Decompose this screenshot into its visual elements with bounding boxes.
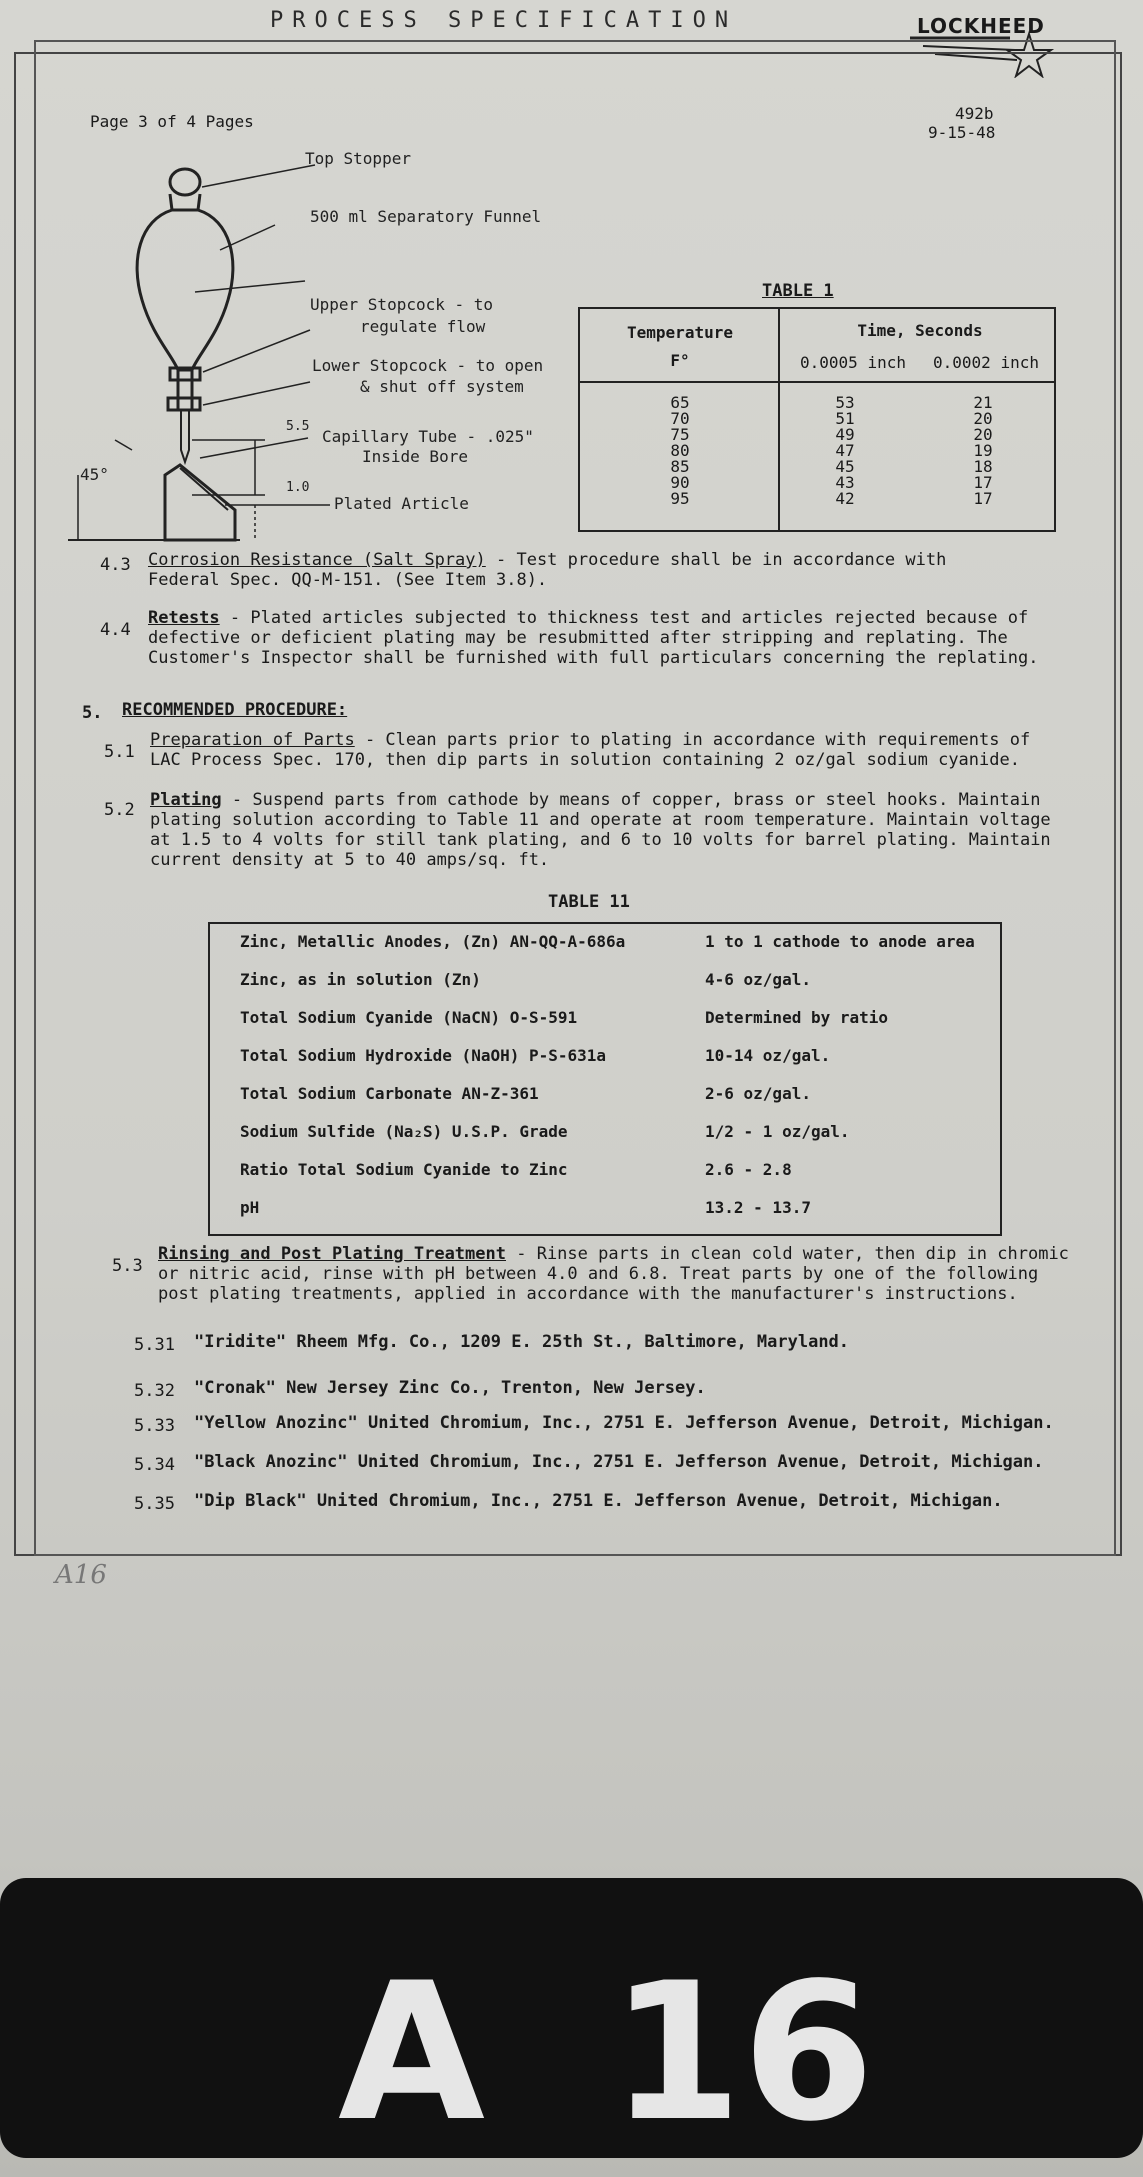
table2-amount: 4-6 oz/gal. xyxy=(705,970,811,989)
label-upper-stopcock-2: regulate flow xyxy=(360,317,486,336)
section-5-3-line3: post plating treatments, applied in accordance with the manufacturer's instructions. xyxy=(158,1284,1018,1304)
table2-ingredient: Total Sodium Carbonate AN-Z-361 xyxy=(240,1084,539,1103)
table2-row xyxy=(240,1190,980,1228)
section-5-title: RECOMMENDED PROCEDURE: xyxy=(122,700,348,720)
table2-ingredient: Ratio Total Sodium Cyanide to Zinc xyxy=(240,1160,568,1179)
table1-column-divider xyxy=(778,309,780,530)
section-4-3-title: Corrosion Resistance (Salt Spray) xyxy=(148,550,486,570)
section-5-3-line1: - Rinse parts in clean cold water, then dip in chromic xyxy=(506,1244,1069,1264)
table1-time-0005-cell: 49 xyxy=(835,425,855,444)
table1-header-unit: F° xyxy=(670,351,690,370)
treatment-number: 5.34 xyxy=(134,1455,175,1475)
table1-time-0002-cell: 17 xyxy=(973,489,993,508)
table1-time-0002-cell: 20 xyxy=(973,425,993,444)
treatment-number: 5.32 xyxy=(134,1381,175,1401)
table2-amount: 2.6 - 2.8 xyxy=(705,1160,792,1179)
label-capillary-tube: Capillary Tube - .025" xyxy=(322,427,534,446)
section-5-3-title: Rinsing and Post Plating Treatment xyxy=(158,1244,506,1264)
treatment-text: "Yellow Anozinc" United Chromium, Inc., 2751 E. Jefferson Avenue, Detroit, Michigan. xyxy=(194,1413,1054,1433)
section-5-1-text xyxy=(150,730,1030,750)
table1-time-0005-cell: 42 xyxy=(835,489,855,508)
table2-row xyxy=(240,1152,980,1190)
label-inside-bore: Inside Bore xyxy=(362,447,468,466)
label-dimension-lower: 1.0 xyxy=(286,480,310,495)
label-upper-stopcock: Upper Stopcock - to xyxy=(310,295,494,314)
banner-letter: A xyxy=(338,1942,486,2163)
doc-date: 9-15-48 xyxy=(928,123,996,142)
table1 xyxy=(578,307,1056,532)
section-5-1-line1: - Clean parts prior to plating in accordance with requirements of xyxy=(354,730,1031,750)
treatment-text: "Iridite" Rheem Mfg. Co., 1209 E. 25th St., Baltimore, Maryland. xyxy=(194,1332,850,1352)
section-5-2-line2: plating solution according to Table 11 and operate at room temperature. Maintain voltage xyxy=(150,810,1051,830)
treatment-number: 5.35 xyxy=(134,1494,175,1514)
table2-row xyxy=(240,1076,980,1114)
label-lower-stopcock: Lower Stopcock - to open xyxy=(312,356,544,375)
section-5-2-title: Plating xyxy=(150,790,222,810)
section-5-3-number: 5.3 xyxy=(112,1256,143,1276)
table1-subheader-0005: 0.0005 inch xyxy=(800,353,906,372)
section-5-1-line2: LAC Process Spec. 170, then dip parts in solution containing 2 oz/gal sodium cyanide. xyxy=(150,750,1020,770)
treatment-text: "Black Anozinc" United Chromium, Inc., 2751 E. Jefferson Avenue, Detroit, Michigan. xyxy=(194,1452,1044,1472)
table2-amount: 1/2 - 1 oz/gal. xyxy=(705,1122,850,1141)
header-title: PROCESS SPECIFICATION xyxy=(270,8,738,33)
section-4-4-line2: defective or deficient plating may be resubmitted after stripping and replating. The xyxy=(148,628,1008,648)
treatment-text: "Cronak" New Jersey Zinc Co., Trenton, New Jersey. xyxy=(194,1378,706,1398)
banner-number: 16 xyxy=(610,1942,875,2163)
section-5-2-line4: current density at 5 to 40 amps/sq. ft. xyxy=(150,850,550,870)
table1-time-0005-cell: 47 xyxy=(835,441,855,460)
pencil-mark: A16 xyxy=(55,1560,107,1590)
doc-number: 492b xyxy=(955,104,994,123)
label-plated-article: Plated Article xyxy=(334,494,469,513)
section-4-3-text xyxy=(148,550,946,570)
table2-amount: 10-14 oz/gal. xyxy=(705,1046,831,1065)
table1-time-0002-cell: 21 xyxy=(973,393,993,412)
label-angle: 45° xyxy=(80,465,109,484)
table2-amount: 13.2 - 13.7 xyxy=(705,1198,811,1217)
label-funnel: 500 ml Separatory Funnel xyxy=(310,207,542,226)
treatment-number: 5.33 xyxy=(134,1416,175,1436)
table2-row xyxy=(240,1000,980,1038)
section-5-number: 5. xyxy=(82,703,103,723)
frame-label-banner xyxy=(0,1878,1143,2163)
table1-time-0005-cell: 45 xyxy=(835,457,855,476)
table1-temp-cell: 85 xyxy=(670,457,690,476)
section-4-4-line1: - Plated articles subjected to thickness test and articles rejected because of xyxy=(219,608,1029,628)
table2-row xyxy=(240,924,980,962)
table1-time-0005-cell: 51 xyxy=(835,409,855,428)
section-5-1-title: Preparation of Parts xyxy=(150,730,355,750)
section-5-2-text xyxy=(150,790,1040,810)
table1-temp-cell: 75 xyxy=(670,425,690,444)
table1-time-0002-cell: 20 xyxy=(973,409,993,428)
table1-temp-cell: 70 xyxy=(670,409,690,428)
table2-amount: 2-6 oz/gal. xyxy=(705,1084,811,1103)
label-lower-stopcock-2: & shut off system xyxy=(360,377,524,396)
section-5-2-line3: at 1.5 to 4 volts for still tank plating, and 6 to 10 volts for barrel plating. Maintain xyxy=(150,830,1051,850)
table1-temp-cell: 90 xyxy=(670,473,690,492)
page-info: Page 3 of 4 Pages xyxy=(90,112,254,131)
table1-subheader-0002: 0.0002 inch xyxy=(933,353,1039,372)
table2-row xyxy=(240,1038,980,1076)
table2-amount: Determined by ratio xyxy=(705,1008,889,1027)
section-4-3-line2: Federal Spec. QQ-M-151. (See Item 3.8). xyxy=(148,570,548,590)
section-5-1-number: 5.1 xyxy=(104,742,135,762)
section-4-3-line1: - Test procedure shall be in accordance with xyxy=(485,550,947,570)
section-5-2-number: 5.2 xyxy=(104,800,135,820)
section-4-3-number: 4.3 xyxy=(100,555,131,575)
table2-ingredient: Total Sodium Cyanide (NaCN) O-S-591 xyxy=(240,1008,578,1027)
table1-time-0002-cell: 18 xyxy=(973,457,993,476)
table1-time-0005-cell: 43 xyxy=(835,473,855,492)
table2-ingredient: Total Sodium Hydroxide (NaOH) P-S-631a xyxy=(240,1046,607,1065)
table2-ingredient: pH xyxy=(240,1198,260,1217)
table1-time-0002-cell: 19 xyxy=(973,441,993,460)
treatment-text: "Dip Black" United Chromium, Inc., 2751 E. Jefferson Avenue, Detroit, Michigan. xyxy=(194,1491,1003,1511)
table1-temp-cell: 80 xyxy=(670,441,690,460)
section-5-3-text xyxy=(158,1244,1069,1264)
section-5-3-line2: or nitric acid, rinse with pH between 4.0 and 6.8. Treat parts by one of the following xyxy=(158,1264,1039,1284)
table2 xyxy=(208,922,1002,1236)
section-4-4-title: Retests xyxy=(148,608,220,628)
table1-time-0002-cell: 17 xyxy=(973,473,993,492)
logo-text: LOCKHEED xyxy=(917,14,1045,38)
section-5-2-line1: - Suspend parts from cathode by means of copper, brass or steel hooks. Maintain xyxy=(221,790,1041,810)
treatment-number: 5.31 xyxy=(134,1335,175,1355)
table1-temp-cell: 95 xyxy=(670,489,690,508)
table1-header-divider xyxy=(580,381,1054,383)
table2-row xyxy=(240,962,980,1000)
label-dimension-upper: 5.5 xyxy=(286,419,310,434)
table2-ingredient: Zinc, as in solution (Zn) xyxy=(240,970,481,989)
table1-time-0005-cell: 53 xyxy=(835,393,855,412)
table1-temp-cell: 65 xyxy=(670,393,690,412)
table2-ingredient: Sodium Sulfide (Na₂S) U.S.P. Grade xyxy=(240,1122,568,1141)
table1-header-time: Time, Seconds xyxy=(857,321,983,340)
section-4-4-text xyxy=(148,608,1028,628)
table2-ingredient: Zinc, Metallic Anodes, (Zn) AN-QQ-A-686a xyxy=(240,932,626,951)
table2-amount: 1 to 1 cathode to anode area xyxy=(705,932,975,951)
table2-title: TABLE 11 xyxy=(548,892,630,912)
table1-header-temperature: Temperature xyxy=(627,323,733,342)
section-4-4-line3: Customer's Inspector shall be furnished with full particulars concerning the replating. xyxy=(148,648,1039,668)
label-top-stopper: Top Stopper xyxy=(305,149,411,168)
table1-title: TABLE 1 xyxy=(762,281,834,301)
section-4-4-number: 4.4 xyxy=(100,620,131,640)
table2-row xyxy=(240,1114,980,1152)
